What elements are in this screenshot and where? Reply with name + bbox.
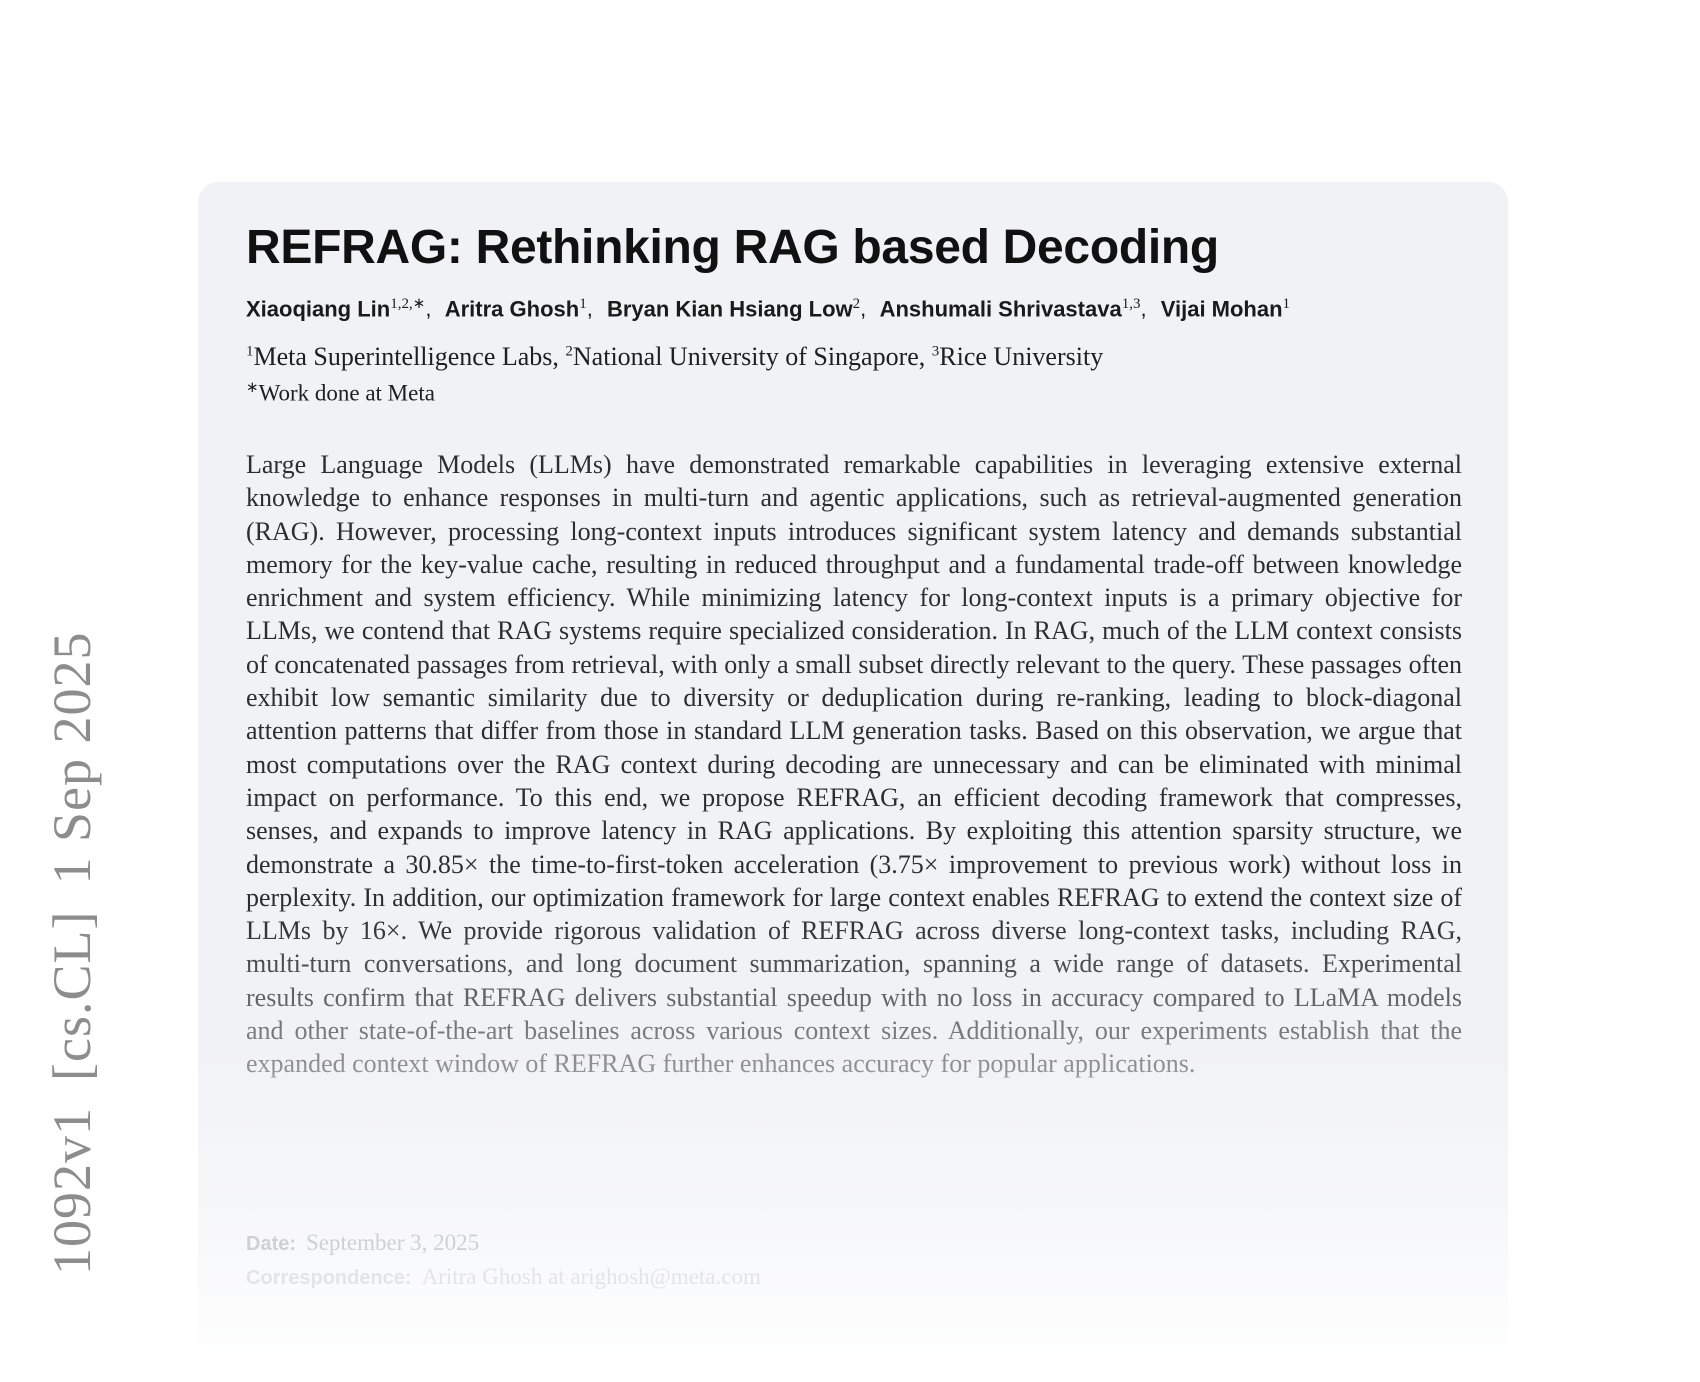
author-marks: 1 (1282, 296, 1291, 312)
affiliations: $^1$Meta Superintelligence Labs, $^2$National University of Singapore, $^3$Rice University (246, 342, 1104, 371)
arxiv-date: 1 Sep 2025 (42, 631, 102, 885)
correspondence-label: Correspondence: (246, 1267, 412, 1289)
arxiv-stamp (42, 631, 102, 1275)
affiliation-name: Meta Superintelligence Labs (253, 342, 553, 371)
affiliation-mark: 1 (246, 343, 254, 360)
affiliation-mark: 2 (565, 343, 573, 360)
abstract: Large Language Models (LLMs) have demonstrated remarkable capabilities in leveraging extensive external knowledge to enhance responses in multi-turn and agentic applications, such as retrieval-augmented generation (RAG). However, processing long-context inputs introduces significant system latency and demands substantial memory for the key-value cache, resulting in reduced throughput and a fundamental trade-off between knowledge enrichment and system efficiency. While minimizing latency for long-context inputs is a primary objective for LLMs, we contend that RAG systems require specialized consideration. In RAG, much of the LLM context consists of concatenated passages from retrieval, with only a small subset directly relevant to the query. These passages often exhibit low semantic similarity due to diversity or deduplication during re-ranking, leading to block-diagonal attention patterns that differ from those in standard LLM generation tasks. Based on this observation, we argue that most computations over the RAG context during decoding are unnecessary and can be eliminated with minimal impact on performance. To this end, we propose REFRAG, an efficient decoding framework that compresses, senses, and expands to improve latency in RAG applications. By exploiting this attention sparsity structure, we demonstrate a 30.85× the time-to-first-token acceleration (3.75× improvement to previous work) without loss in perplexity. In addition, our optimization framework for large context enables REFRAG to extend the context size of LLMs by 16×. We provide rigorous validation of REFRAG across diverse long-context tasks, including RAG, multi-turn conversations, and long document summarization, spanning a wide range of datasets. Experimental results confirm that REFRAG delivers substantial speedup with no loss in accuracy compared to LLaMA models and other state-of-the-art baselines across various context sizes. Additionally, our experiments establish that the expanded context window of REFRAG further enhances accuracy for popular applications. (246, 448, 1462, 1081)
author-marks: 1,2,∗ (390, 296, 426, 312)
correspondence-line (246, 1264, 761, 1290)
paper-title: REFRAG: Rethinking RAG based Decoding (246, 221, 1219, 274)
affiliation-name: Rice University (939, 342, 1104, 371)
footnote-work-done (246, 378, 435, 407)
correspondence-value: Aritra Ghosh at arighosh@meta.com (421, 1264, 761, 1289)
author-marks: 1 (579, 296, 587, 312)
author-marks: 1,3 (1121, 296, 1141, 312)
author-name: Anshumali Shrivastava (879, 296, 1122, 322)
author-list: Xiaoqiang Lin$^{1,2,∗}$, Aritra Ghosh$^1$, Bryan Kian Hsiang Low$^2$, Anshumali Shrivastava$^{1,3}$, Vijai Mohan$^1$ (246, 296, 1291, 322)
author-name: Xiaoqiang Lin (246, 296, 391, 322)
date-line (246, 1230, 479, 1256)
author-name: Bryan Kian Hsiang Low (606, 296, 853, 322)
footnote-mark: ∗ (246, 380, 259, 396)
arxiv-id: 1092v1 (42, 1107, 102, 1275)
footnote-text: Work done at Meta (258, 380, 435, 406)
arxiv-category: [cs.CL] (42, 910, 102, 1081)
date-label: Date: (246, 1233, 297, 1255)
author-marks: 2 (852, 296, 861, 312)
paper-header-card (198, 182, 1508, 1382)
affiliation-mark: 3 (931, 343, 940, 360)
date-value: September 3, 2025 (306, 1230, 480, 1255)
author-name: Aritra Ghosh (444, 296, 580, 322)
affiliation-name: National University of Singapore (572, 342, 919, 371)
author-name: Vijai Mohan (1160, 296, 1283, 322)
